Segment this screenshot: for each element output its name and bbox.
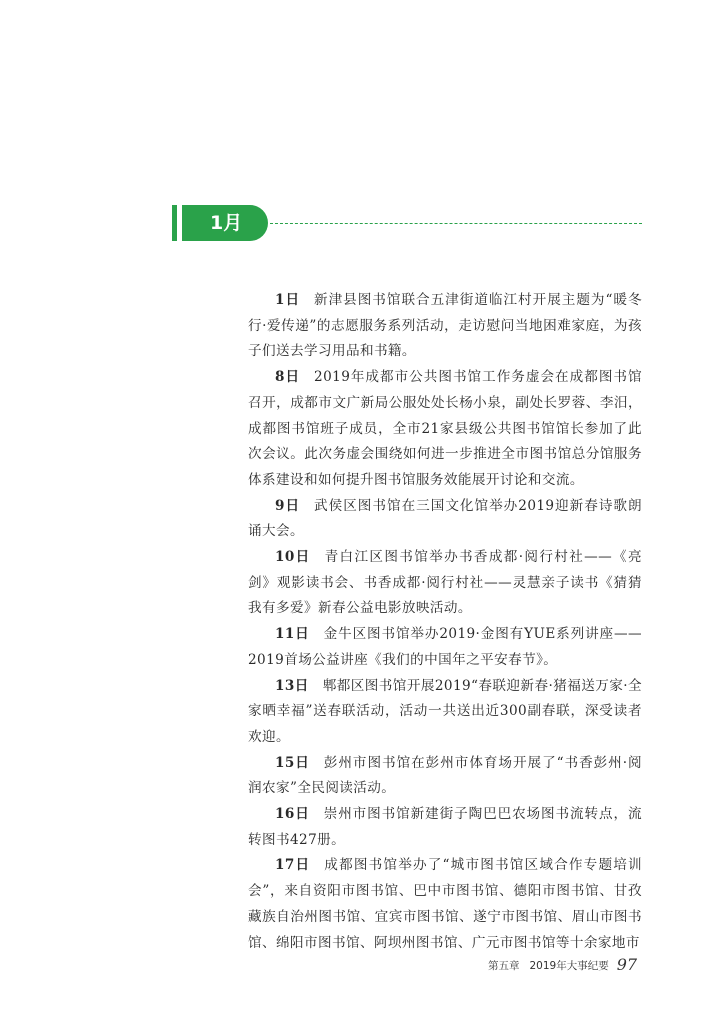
entry-text: 2019年成都市公共图书馆工作务虚会在成都图书馆召开，成都市文广新局公服处处长杨小泉，副处长罗蓉、李汨，成都图书馆班子成员，全市21家县级公共图书馆馆长参加了此次会议。此次务虚会围绕如何进一步推进全市图书馆总分馆服务体系建设和如何提升图书馆服务效能展开讨论和交流。 [248,369,642,488]
entry-text: 彭州市图书馆在彭州市体育场开展了“书香彭州·阅润农家”全民阅读活动。 [248,754,642,797]
month-header [172,205,642,243]
entry-day: 11日 [275,626,310,643]
page-number: 97 [616,955,638,974]
chronicle-entry [248,853,642,956]
month-accent-bar [172,205,177,241]
chronicle-entry [248,288,642,365]
entry-day: 8日 [275,369,301,386]
entry-day: 10日 [275,549,311,566]
page-footer [488,955,648,975]
footer-chapter: 第五章 [488,960,520,972]
entry-text: 郫都区图书馆开展2019“春联迎新春·猪福送万家·全家晒幸福”送春联活动，活动一共送出近300副春联，深受读者欢迎。 [248,677,642,745]
footer-title: 2019年大事纪要 [529,960,609,972]
month-dashed-rule [270,223,642,224]
chronicle-entry [248,674,642,751]
chronicle-entry [248,545,642,622]
chronicle-entry [248,622,642,673]
entry-day: 15日 [275,754,310,771]
chronicle-entry [248,494,642,545]
chronicle-entry [248,365,642,494]
entry-text: 新津县图书馆联合五津街道临江村开展主题为“暖冬行·爱传递”的志愿服务系列活动，走访慰问当地困难家庭，为孩子们送去学习用品和书籍。 [248,292,642,360]
entry-day: 9日 [275,497,301,514]
chronicle-entry [248,802,642,853]
entry-text: 崇州市图书馆新建街子陶巴巴农场图书流转点，流转图书427册。 [248,806,642,848]
entry-day: 17日 [275,857,311,874]
entry-text: 金牛区图书馆举办2019·金图有YUE系列讲座——2019首场公益讲座《我们的中国年之平安春节》。 [248,626,642,668]
chronicle-entries [248,288,642,956]
entry-day: 16日 [275,806,310,823]
entry-text: 武侯区图书馆在三国文化馆举办2019迎新春诗歌朗诵大会。 [248,497,642,540]
entry-day: 13日 [275,677,309,694]
entry-day: 1日 [275,292,301,308]
chronicle-entry [248,751,642,802]
entry-text: 青白江区图书馆举办书香成都·阅行村社——《亮剑》观影读书会、书香成都·阅行村社——灵慧亲子读书《猜猜我有多爱》新春公益电影放映活动。 [248,549,642,617]
month-label: 1月 [182,205,268,241]
entry-text: 成都图书馆举办了“城市图书馆区域合作专题培训会”，来自资阳市图书馆、巴中市图书馆、德阳市图书馆、甘孜藏族自治州图书馆、宜宾市图书馆、遂宁市图书馆、眉山市图书馆、绵阳市图书馆、阿坝州图书馆、广元市图书馆等十余家地市 [248,857,643,951]
